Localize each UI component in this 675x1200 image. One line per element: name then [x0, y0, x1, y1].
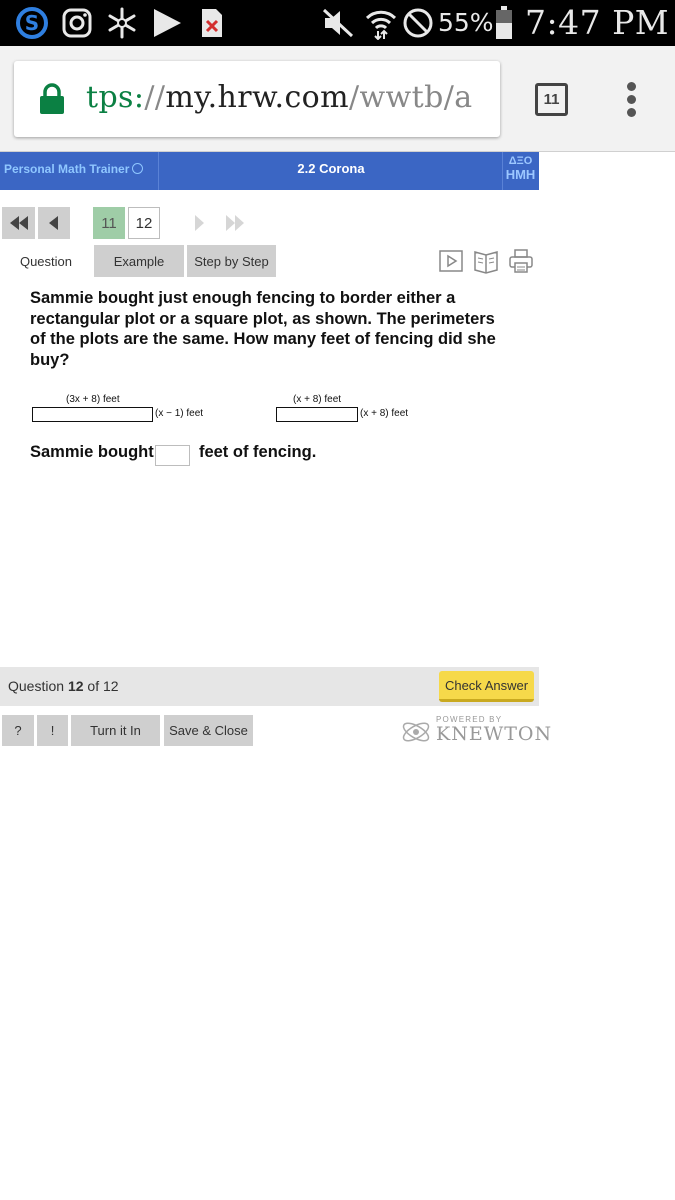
notification-x-icon	[199, 6, 225, 40]
browser-toolbar	[0, 46, 675, 152]
print-icon[interactable]	[507, 247, 535, 275]
browser-menu-icon[interactable]	[622, 82, 642, 118]
answer-input[interactable]	[155, 445, 190, 466]
status-bar	[0, 0, 675, 46]
product-name[interactable]: Personal Math Trainer	[4, 162, 143, 176]
play-store-icon	[150, 6, 184, 40]
next-question-button[interactable]	[193, 213, 205, 233]
check-answer-button[interactable]: Check Answer	[439, 671, 534, 702]
info-icon[interactable]	[132, 163, 143, 174]
turn-in-button[interactable]: Turn it In	[71, 715, 160, 746]
wifi-icon	[364, 6, 398, 40]
question-text: Sammie bought just enough fencing to border either a rectangular plot or a square plot, as shown. The perimeters of the plots are the same. How many feet of fencing did she buy?	[30, 289, 496, 370]
skype-icon	[14, 6, 50, 40]
answer-prefix: Sammie bought	[30, 443, 154, 461]
header-divider	[158, 152, 159, 190]
rewind-icon	[9, 216, 29, 230]
arrow-left-icon	[48, 216, 60, 230]
question-number-11[interactable]: 11	[93, 207, 125, 239]
snowflake-app-icon	[105, 6, 139, 40]
fast-forward-icon	[225, 215, 245, 231]
question-counter: Question 12 of 12	[8, 678, 119, 694]
square-side-label: (x + 8) feet	[360, 408, 409, 419]
mute-icon	[320, 6, 356, 40]
do-not-disturb-icon	[402, 6, 434, 40]
help-button[interactable]: ?	[2, 715, 34, 746]
last-question-button[interactable]	[225, 213, 245, 233]
clock: 7:47 PM	[525, 3, 670, 42]
battery-icon	[494, 6, 514, 40]
powered-by-label: POWERED BY	[436, 715, 503, 724]
hint-button[interactable]: !	[37, 715, 68, 746]
previous-question-button[interactable]	[38, 207, 70, 239]
square-top-label: (x + 8) feet	[293, 394, 342, 405]
tab-step-by-step[interactable]: Step by Step	[187, 245, 276, 277]
svg-text:S: S	[24, 11, 40, 35]
first-question-button[interactable]	[2, 207, 35, 239]
hmh-logo: ΔΞΟ HMH	[505, 155, 536, 182]
address-bar[interactable]	[14, 61, 500, 137]
save-close-button[interactable]: Save & Close	[164, 715, 253, 746]
question-number-12[interactable]: 12	[128, 207, 160, 239]
knewton-brand: KNEWTON	[436, 723, 553, 745]
battery-percent: 55%	[438, 8, 494, 37]
square-figure	[276, 407, 358, 422]
answer-suffix: feet of fencing.	[198, 443, 317, 461]
arrow-right-icon	[193, 215, 205, 231]
rectangle-width-label: (x − 1) feet	[155, 408, 204, 419]
lesson-title: 2.2 Corona	[297, 161, 365, 176]
book-icon[interactable]	[472, 247, 500, 275]
app-header	[0, 152, 539, 190]
rectangle-length-label: (3x + 8) feet	[66, 394, 120, 405]
tab-question[interactable]: Question	[19, 253, 73, 269]
tab-switcher-button[interactable]: 11	[535, 83, 568, 116]
url-text: tps://my.hrw.com/wwtb/a	[86, 80, 473, 115]
lock-icon	[39, 83, 65, 115]
knewton-logo-icon	[400, 716, 432, 748]
rectangle-figure	[32, 407, 153, 422]
instagram-icon	[62, 6, 92, 40]
video-icon[interactable]	[437, 247, 465, 275]
tab-example[interactable]: Example	[94, 245, 184, 277]
